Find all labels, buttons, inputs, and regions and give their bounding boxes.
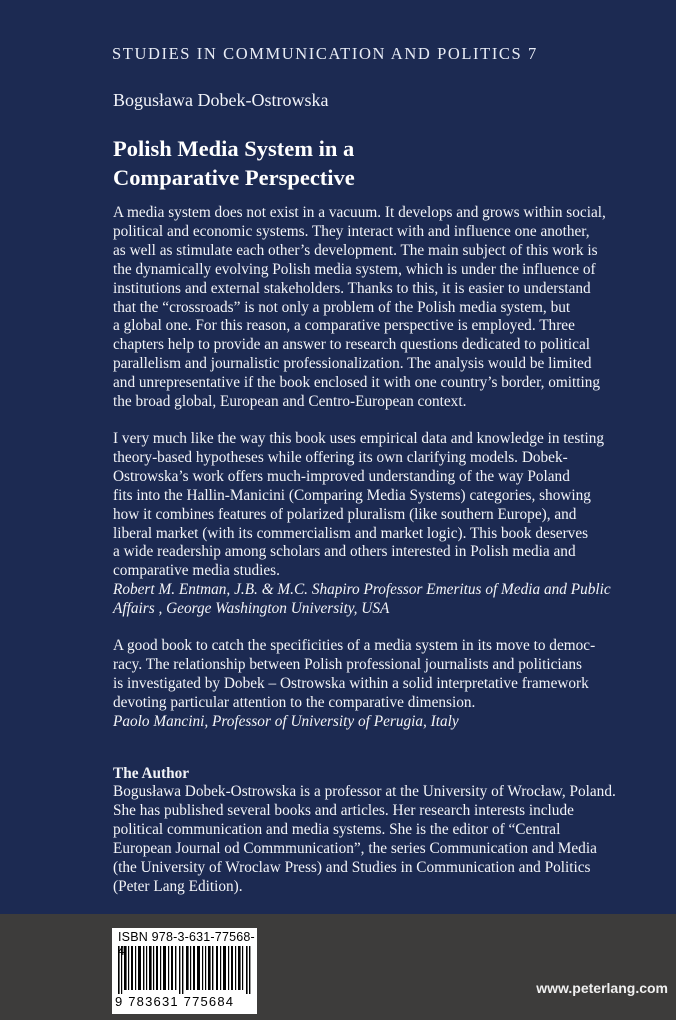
title-line: Polish Media System in a [113,136,355,161]
blurb-paragraph [113,204,665,412]
isbn-label: ISBN 978-3-631-77568-4 [118,930,255,958]
publisher-website: www.peterlang.com [536,980,668,996]
series-title: STUDIES IN COMMUNICATION AND POLITICS 7 [112,44,538,63]
text-line: as well as stimulate each other’s development. The main subject of this work is [113,241,598,259]
text-line: A good book to catch the specificities of a media system in its move to democ- [113,637,596,655]
text-line: (the University of Wroclaw Press) and Studies in Communication and Politics [113,859,591,877]
text-line: fits into the Hallin-Manicini (Comparing Media Systems) categories, showing [113,486,591,504]
barcode-bars [118,946,252,994]
publisher-band [0,914,676,1020]
text-line: Ostrowska’s work offers much-improved understanding of the way Poland [113,467,570,485]
attribution-line: Affairs , George Washington University, USA [113,600,390,618]
text-line: the broad global, European and Centro-European context. [113,393,467,411]
text-line: a global one. For this reason, a comparative perspective is employed. Three [113,317,575,335]
author-name: Bogusława Dobek-Ostrowska [113,90,329,110]
text-line: devoting particular attention to the comparative dimension. [113,693,476,711]
text-line: Bogusława Dobek-Ostrowska is a professor at the University of Wrocław, Poland. [113,783,616,801]
attribution-line: Paolo Mancini, Professor of University of Perugia, Italy [113,712,459,730]
review-entman [113,430,665,619]
text-line: She has published several books and articles. Her research interests include [113,802,574,820]
barcode-number: 9 783631 775684 [115,994,235,1009]
back-cover-text [113,204,665,897]
text-line: liberal market (with its commercialism and market logic). This book deserves [113,524,589,542]
text-line: how it combines features of polarized pluralism (like southern Europe), and [113,505,577,523]
text-line: comparative media studies. [113,562,280,580]
text-line: a wide readership among scholars and others interested in Polish media and [113,543,576,561]
text-line: racy. The relationship between Polish professional journalists and politicians [113,655,583,673]
text-line: that the “crossroads” is not only a problem of the Polish media system, but [113,298,571,316]
title-line: Comparative Perspective [113,165,355,190]
about-author-section [113,765,665,897]
book-title [113,134,355,192]
text-line: (Peter Lang Edition). [113,878,243,895]
text-line: parallelism and journalistic professionalization. The analysis would be limited [113,355,592,373]
text-line: institutions and external stakeholders. Thanks to this, it is easier to understand [113,279,591,297]
review-mancini [113,637,665,732]
text-line: political and economic systems. They interact with and influence one another, [113,222,590,240]
text-line: I very much like the way this book uses empirical data and knowledge in testing [113,429,605,447]
text-line: political communication and media systems. She is the editor of “Central [113,821,561,839]
text-line: and unrepresentative if the book enclosed it with one country’s border, omitting [113,374,601,392]
isbn-barcode [112,928,257,1014]
text-line: European Journal od Commmunication”, the series Communication and Media [113,840,597,858]
text-line: chapters help to provide an answer to research questions dedicated to political [113,336,591,354]
text-line: theory-based hypotheses while offering its own clarifying models. Dobek- [113,448,568,466]
text-line: A media system does not exist in a vacuum. It develops and grows within social, [113,204,606,221]
about-author-heading: The Author [113,764,190,782]
text-line: is investigated by Dobek – Ostrowska within a solid interpretative framework [113,674,589,692]
attribution-line: Robert M. Entman, J.B. & M.C. Shapiro Professor Emeritus of Media and Public [113,581,611,599]
text-line: the dynamically evolving Polish media system, which is under the influence of [113,260,596,278]
